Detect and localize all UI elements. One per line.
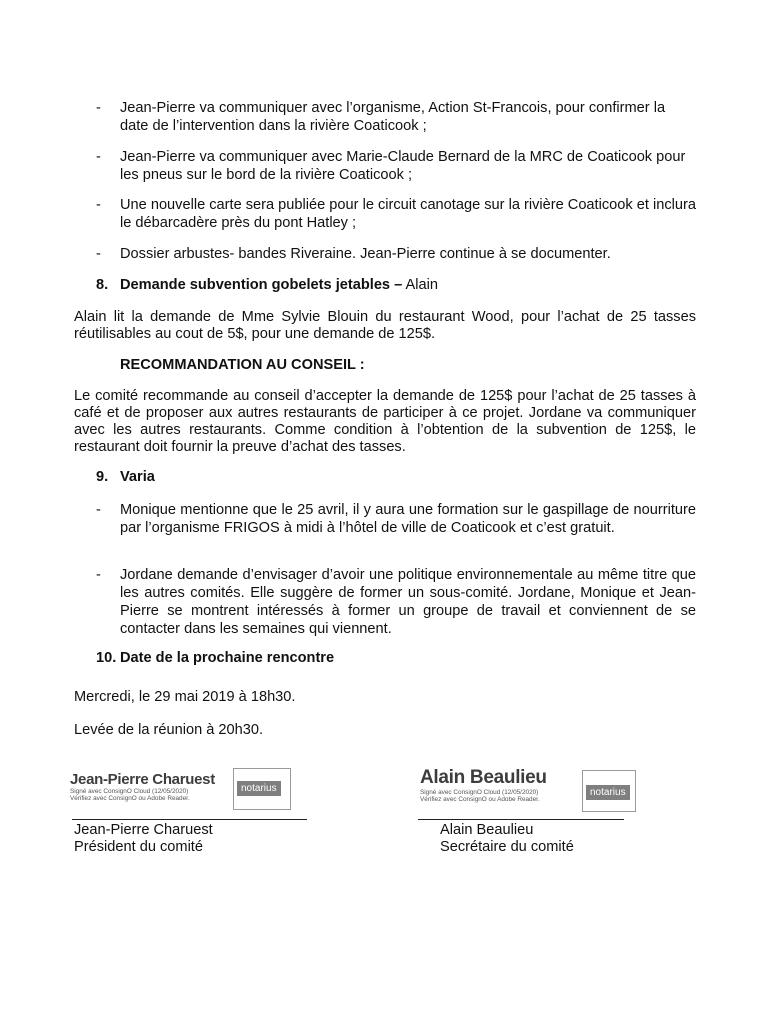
bullet-text: Une nouvelle carte sera publiée pour le circuit canotage sur la rivière Coaticook et inclura le débarcadère près du pont Hatley ;	[120, 197, 696, 231]
bullet-dash: -	[96, 100, 101, 116]
bullet-text: Monique mentionne que le 25 avril, il y aura une formation sur le gaspillage de nourriture par l’organisme FRIGOS à midi à l’hôtel de ville de Coaticook et c’est gratuit.	[120, 502, 696, 536]
notarius-badge: notarius	[586, 785, 630, 800]
signatory-role: Président du comité	[74, 839, 203, 855]
section-title: Demande subvention gobelets jetables –	[120, 277, 403, 293]
signature-signed-line: Signé avec ConsignO Cloud (12/05/2020)	[420, 789, 539, 796]
bullet-text: Jean-Pierre va communiquer avec Marie-Claude Bernard de la MRC de Coaticook pour les pneus sur le bord de la rivière Coaticook ;	[120, 149, 686, 183]
section-title: Date de la prochaine rencontre	[120, 650, 335, 666]
section-8-heading	[96, 276, 438, 294]
next-meeting-date: Mercredi, le 29 mai 2019 à 18h30.	[74, 689, 296, 705]
printed-name: Alain Beaulieu	[440, 822, 534, 838]
signatory-role: Secrétaire du comité	[440, 839, 574, 855]
bullet-text: Jean-Pierre va communiquer avec l’organisme, Action St-Francois, pour confirmer la date de l’intervention dans la rivière Coaticook ;	[120, 100, 666, 134]
section-number: 9.	[96, 469, 109, 485]
signature-rule	[418, 819, 624, 820]
signature-verify-line: Vérifiez avec ConsignO ou Adobe Reader.	[420, 796, 540, 803]
section-title: Varia	[120, 469, 155, 485]
signature-alain	[420, 767, 547, 803]
signature-name: Alain Beaulieu	[420, 767, 547, 788]
recommendation-paragraph: Le comité recommande au conseil d’accepter la demande de 125$ pour l’achat de 25 tasses à café et de proposer aux autres restaurants de participer à ce projet. Jordane va communiquer avec les autres restaurants. Comme condition à l’obtention de la subvention de 125$, le restaurant doit fournir la preuve d’achat des tasses.	[74, 388, 696, 455]
notarius-badge: notarius	[237, 781, 281, 796]
bullet-text: Jordane demande d’envisager d’avoir une politique environnementale au même titre que les autres comités. Elle suggère de former un sous-comité. Jordane, Monique et Jean-Pierre se montrent intéressés à former un groupe de travail et conviennent de se contacter dans les semaines qui viennent.	[120, 567, 696, 637]
meeting-closing: Levée de la réunion à 20h30.	[74, 722, 264, 738]
bullet-dash: -	[96, 246, 101, 262]
signature-signed-line: Signé avec ConsignO Cloud (12/05/2020)	[70, 788, 189, 795]
signature-verify-line: Vérifiez avec ConsignO ou Adobe Reader.	[70, 795, 190, 802]
section-9-heading	[96, 468, 155, 486]
signatory-jean-pierre	[74, 822, 213, 856]
bullet-dash: -	[96, 567, 101, 583]
section-10-heading	[96, 649, 334, 667]
signature-rule	[72, 819, 307, 820]
printed-name: Jean-Pierre Charuest	[74, 822, 213, 838]
section-number: 10.	[96, 650, 117, 666]
bullet-text: Dossier arbustes- bandes Riveraine. Jean-Pierre continue à se documenter.	[120, 246, 611, 262]
bullet-dash: -	[96, 502, 101, 518]
bullet-dash: -	[96, 197, 101, 213]
section-8-paragraph: Alain lit la demande de Mme Sylvie Blouin du restaurant Wood, pour l’achat de 25 tasses réutilisables au cout de 5$, pour une demande de 125$.	[74, 309, 696, 342]
signature-jean-pierre	[70, 771, 215, 802]
section-number: 8.	[96, 277, 109, 293]
bullet-dash: -	[96, 149, 101, 165]
signature-name: Jean-Pierre Charuest	[70, 771, 215, 788]
recommendation-heading: RECOMMANDATION AU CONSEIL :	[120, 357, 365, 373]
signatory-alain	[440, 822, 574, 856]
section-author: Alain	[402, 277, 438, 293]
